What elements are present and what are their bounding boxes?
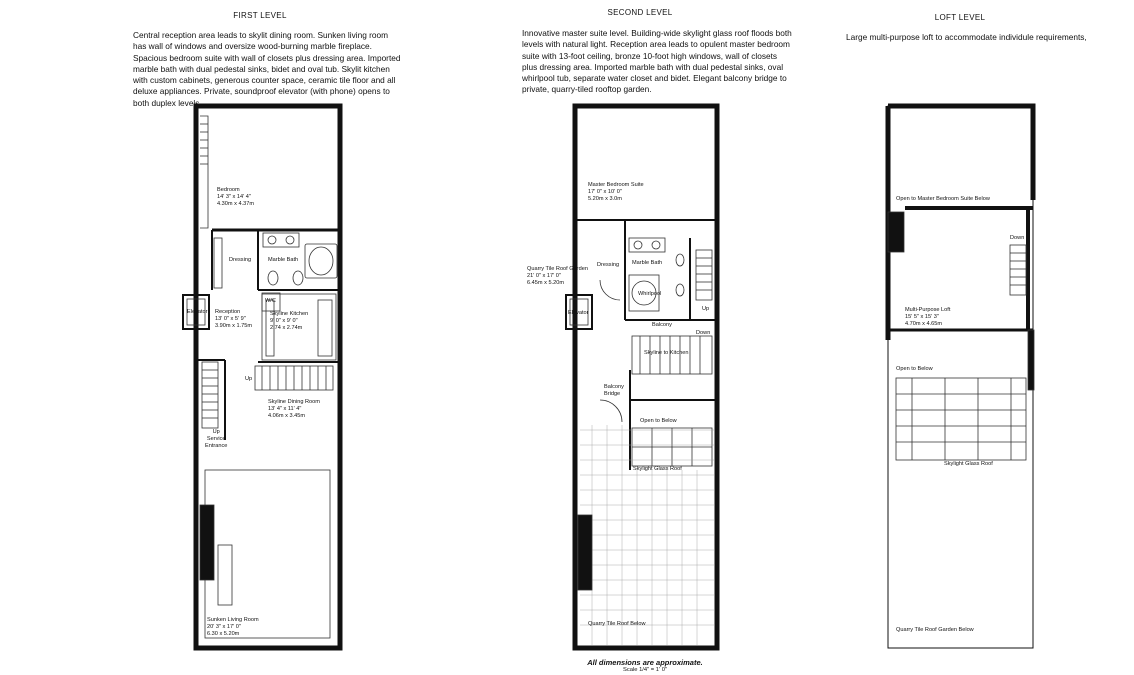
first-bedroom-label: Bedroom 14' 3" x 14' 4" 4.30m x 4.37m xyxy=(217,187,254,207)
second-down-label: Down xyxy=(696,330,711,336)
first-elevator-label: Elevator xyxy=(187,309,208,315)
first-reception-label: Reception 13' 0" x 5' 9" 3.90m x 1.75m xyxy=(215,309,252,329)
second-quarry-below-label: Quarry Tile Roof Below xyxy=(588,621,646,627)
first-service-entrance-label: Up Service Entrance xyxy=(205,429,228,449)
first-up-label: Up xyxy=(245,376,253,382)
loft-quarry-below-label: Quarry Tile Roof Garden Below xyxy=(896,627,974,633)
second-dressing-label: Dressing xyxy=(597,262,620,268)
loft-level-title: LOFT LEVEL xyxy=(934,13,986,22)
loft-down-label: Down xyxy=(1010,235,1025,241)
scale-note: Scale 1/4" = 1' 0" xyxy=(622,667,668,673)
second-roof-garden-label: Quarry Tile Roof Garden 21' 0" x 17' 0" 6.45m x 5.20m xyxy=(527,266,588,286)
second-elevator-label: Elevator xyxy=(568,310,589,316)
loft-level-description: Large multi-purpose loft to accommodate individule requirements, xyxy=(846,32,1087,42)
first-dining-label: Skyline Dining Room 13' 4" x 11' 4" 4.06m x 3.45m xyxy=(268,399,320,419)
second-skyline-kitchen-label: Skyline to Kitchen xyxy=(644,350,689,356)
second-master-suite-label: Master Bedroom Suite 17' 0" x 10' 0" 5.20m x 3.0m xyxy=(588,182,644,202)
first-marble-bath-label: Marble Bath xyxy=(268,257,299,263)
first-wc-label: W/C xyxy=(265,298,276,304)
second-level-description: Innovative master suite level. Building-wide skylight glass roof floods both levels with natural light. Reception area leads to opulent master bedroom suite with 13-foot ceiling, bronze 10-foot high windows, wall of closets plus dressing area. Imported marble bath with dual pedestal sinks, oval whirlpool tub, separate water closet and bidet. Elegant balcony bridge to private, quarry-tiled rooftop garden. xyxy=(522,28,792,95)
second-skylight-label: Skylight Glass Roof xyxy=(633,466,682,472)
second-open-below-label: Open to Below xyxy=(640,418,677,424)
second-up-label: Up xyxy=(702,306,710,312)
second-balcony-label: Balcony xyxy=(652,322,672,328)
first-dressing-label: Dressing xyxy=(229,257,252,263)
loft-open-master-label: Open to Master Bedroom Suite Below xyxy=(896,196,990,202)
first-living-room-label: Sunken Living Room 20' 3" x 17' 0" 6.30 x 5.20m xyxy=(207,617,259,637)
second-level-title: SECOND LEVEL xyxy=(607,8,673,17)
second-marble-bath-label: Marble Bath xyxy=(632,260,663,266)
loft-skylight-label: Skylight Glass Roof xyxy=(944,461,993,467)
first-level-title: FIRST LEVEL xyxy=(233,11,287,20)
loft-open-below-label: Open to Below xyxy=(896,366,933,372)
first-level-description: Central reception area leads to skylit dining room. Sunken living room has wall of windows and oversize wood-burning marble fireplace. Spacious bedroom suite with wall of closets plus dressing area. Imported marble bath with dual pedestal sinks, bidet and oval tub. Skylit kitchen with custom cabinets, generous counter space, ceramic tile floor and all deluxe appliances. Private, soundproof elevator (with phone) opens to both duplex levels. xyxy=(133,30,401,108)
first-kitchen-label: Skyline Kitchen 9' 0" x 9' 0" 2.74 x 2.74m xyxy=(270,311,309,331)
second-balcony-bridge-label: Balcony Bridge xyxy=(604,384,624,397)
second-whirlpool-label: Whirlpool xyxy=(638,291,662,297)
loft-multi-purpose-label: Multi-Purpose Loft 15' 5" x 15' 3" 4.70m x 4.65m xyxy=(905,307,951,327)
dimensions-note: All dimensions are approximate. xyxy=(587,658,703,667)
